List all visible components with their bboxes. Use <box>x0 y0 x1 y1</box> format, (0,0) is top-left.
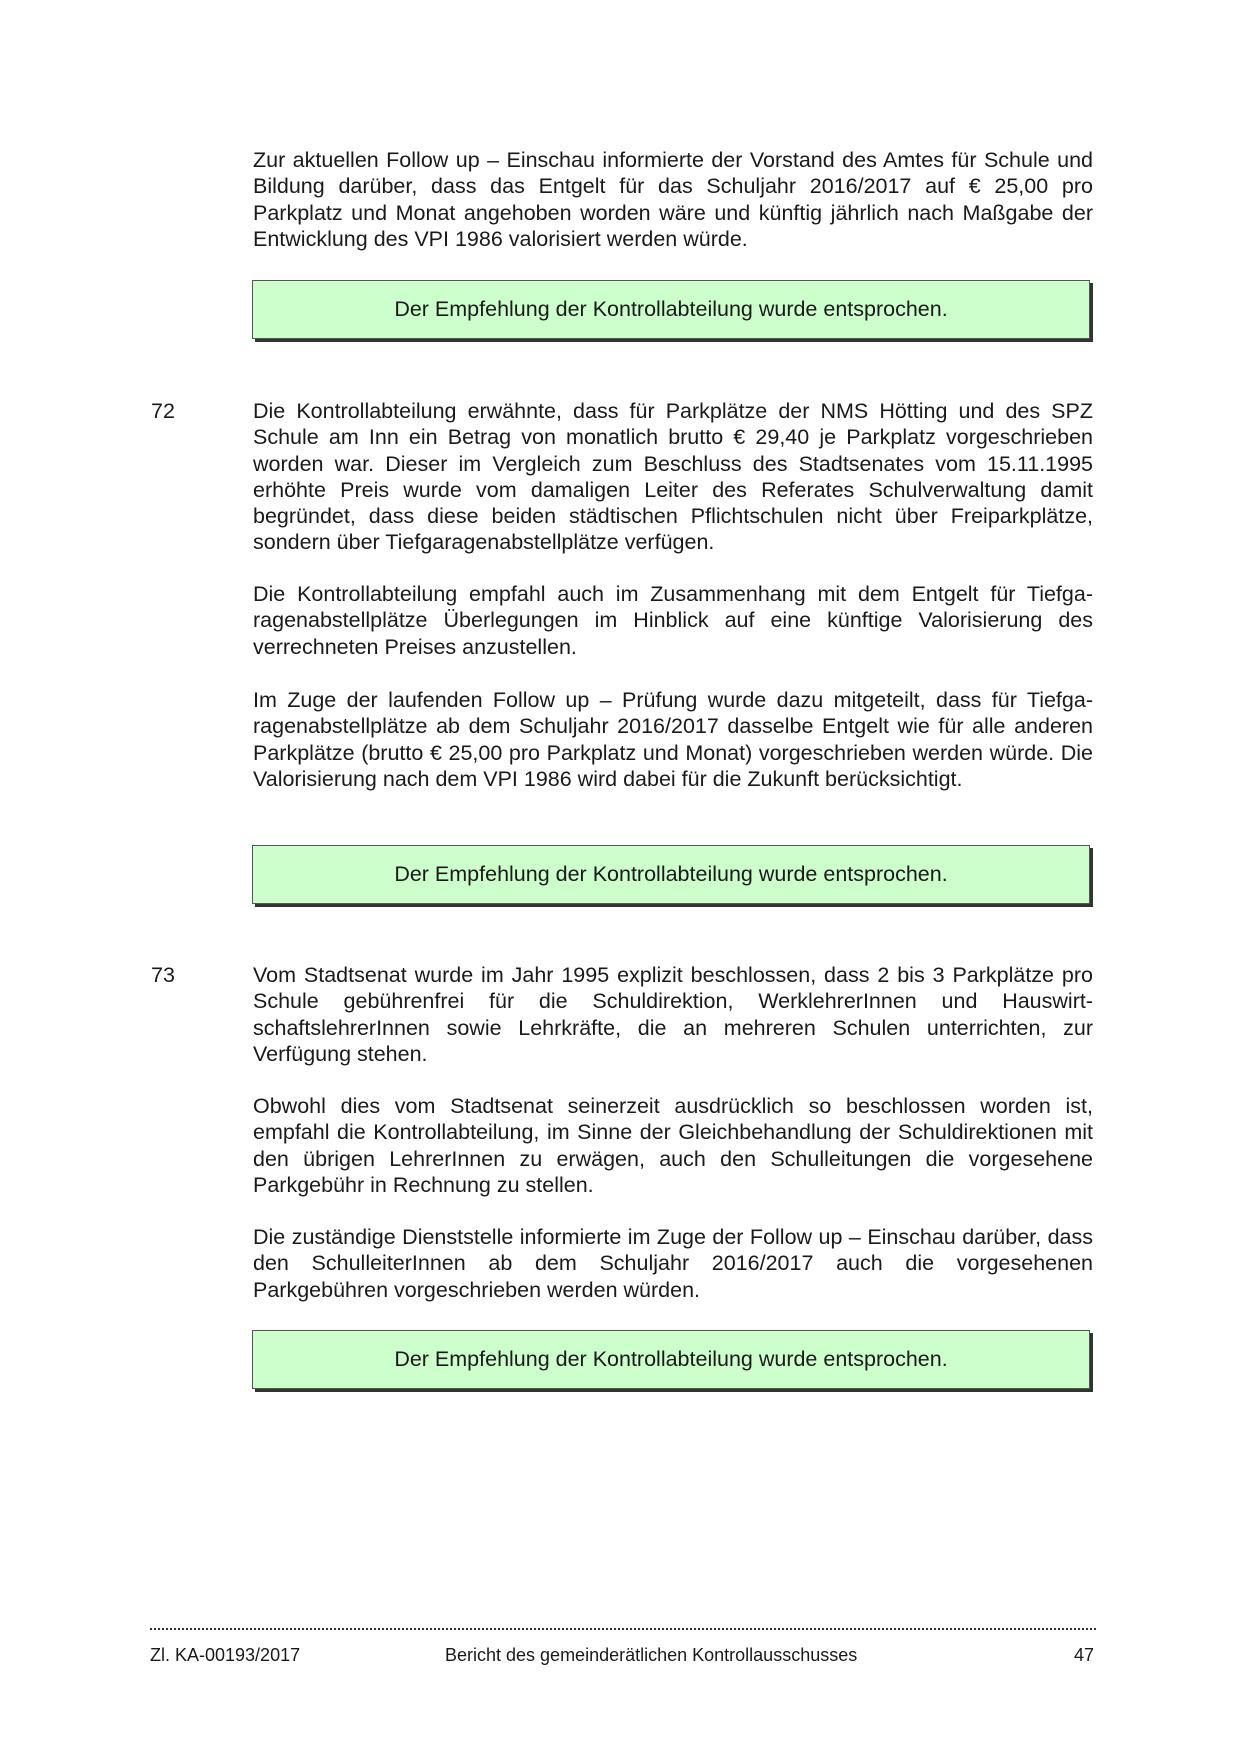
section-73-paragraph-3: Die zuständige Dienststelle informierte im Zuge der Follow up – Einschau darüber, dass den SchulleiterInnen ab dem Schuljahr 2016/2017 auch die vorgesehenen Parkgebühren vorgeschrieben werden würden. <box>253 1225 1093 1302</box>
page-number: 47 <box>1074 1645 1095 1665</box>
intro-paragraph: Zur aktuellen Follow up – Einschau informierte der Vorstand des Amtes für Schule und Bildung darüber, dass das Entgelt für das Schuljahr 2016/2017 auf € 25,00 pro Parkplatz und Monat angehoben worden wäre und künftig jährlich nach Maßgabe der Entwicklung des VPI 1986 valorisiert werden würde. <box>253 148 1093 251</box>
section-73-paragraph-2: Obwohl dies vom Stadtsenat seinerzeit ausdrücklich so beschlossen worden ist, empfahl die Kontrollabteilung, im Sinne der Gleichbehandlung der Schuldirektionen mit den übrigen LehrerInnen zu erwägen, auch den Schulleitungen die vorgesehene Parkgebühr in Rechnung zu stellen. <box>253 1094 1093 1197</box>
section-72-paragraph-2: Die Kontrollabteilung empfahl auch im Zusammenhang mit dem Entgelt für Tiefgaragenabstellplätze Überlegungen im Hinblick auf eine künftige Valorisierung des verrechneten Preises anzustellen. <box>253 582 1093 659</box>
result-box-73: Der Empfehlung der Kontrollabteilung wurde entsprochen. <box>252 1330 1090 1389</box>
result-box-72: Der Empfehlung der Kontrollabteilung wurde entsprochen. <box>252 845 1090 904</box>
section-72-paragraph-1: Die Kontrollabteilung erwähnte, dass für Parkplätze der NMS Hötting und des SPZ Schule am Inn ein Betrag von monatlich brutto € 29,40 je Parkplatz vorgeschrieben worden war. Dieser im Vergleich zum Beschluss des Stadtsenates vom 15.11.1995 erhöhte Preis wurde vom damaligen Leiter des Referates Schulverwaltung damit begründet, dass diese beiden städtischen Pflichtschulen nicht über Freiparkplätze, sondern über Tiefgaragenabstellplätze verfügen. <box>253 399 1093 555</box>
footer-divider <box>150 1628 1096 1630</box>
section-73-paragraph-1: Vom Stadtsenat wurde im Jahr 1995 explizit beschlossen, dass 2 bis 3 Parkplätze pro Schule gebührenfrei für die Schuldirektion, WerklehrerInnen und HauswirtschaftslehrerInnen sowie Lehrkräfte, die an mehreren Schulen unterrichten, zur Verfügung stehen. <box>253 963 1093 1066</box>
footer-reference: Zl. KA-00193/2017 <box>150 1645 301 1665</box>
result-box-intro: Der Empfehlung der Kontrollabteilung wurde entsprochen. <box>252 280 1090 339</box>
footer-title: Bericht des gemeinderätlichen Kontrollausschusses <box>445 1645 858 1665</box>
section-number-73: 73 <box>151 963 175 987</box>
section-number-72: 72 <box>151 399 175 423</box>
section-72-paragraph-3: Im Zuge der laufenden Follow up – Prüfung wurde dazu mitgeteilt, dass für Tiefgaragenabstellplätze ab dem Schuljahr 2016/2017 dasselbe Entgelt wie für alle anderen Parkplätze (brutto € 25,00 pro Parkplatz und Monat) vorgeschrieben werden würde. Die Valorisierung nach dem VPI 1986 wird dabei für die Zukunft berücksichtigt. <box>253 688 1093 791</box>
